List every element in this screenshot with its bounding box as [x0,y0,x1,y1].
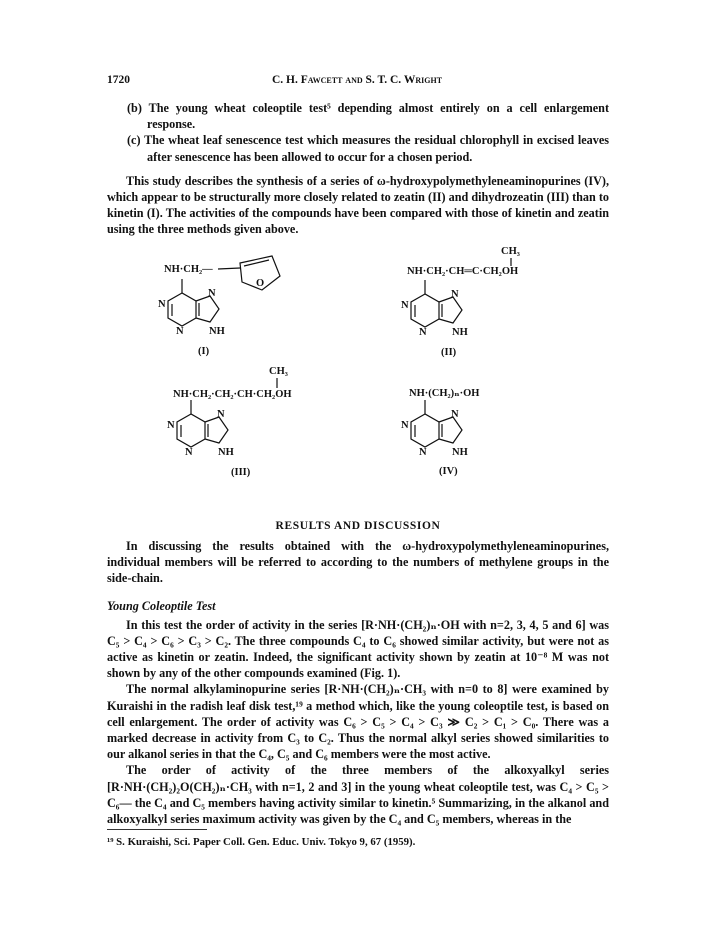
structure-dihydrozeatin [167,362,367,490]
dihydrozeatin-n1: N [167,419,175,431]
running-head: C. H. Fawcett and S. T. C. Wright [271,74,443,86]
dihydrozeatin-side-chain: NH·CH₂·CH₂·CH·CH₂OH [173,388,292,400]
zeatin-n1: N [401,299,409,311]
kinetin-furan-oxygen: O [256,277,265,289]
coleoptile-paragraph-3: The order of activity of the three members of the alkoxyalkyl series [R·NH·(CH₂)₂O(CH₂)ₙ·CH₃ with n=1, 2 and 3] in the young wheat coleoptile test, was C₄ > C₅ > C₆— the C₄ and C₅ members having activity similar to kinetin.⁵ Summarizing, in the alkanol and alkoxyalkyl series maximum activity was given by the C₄ and C₅ members, whereas in the [107,763,609,827]
kinetin-n3: N [176,325,184,337]
dihydrozeatin-methyl: CH₃ [269,365,288,377]
kinetin-n7: N [208,287,216,299]
chemical-structures [107,242,609,512]
compound-iv-label: (IV) [439,465,458,477]
compound-iv-nh9: NH [452,446,468,458]
zeatin-nh9: NH [452,326,468,338]
zeatin-side-chain: NH·CH₂·CH═C·CH₂OH [407,265,519,277]
list-item-b: (b) The young wheat coleoptile test⁵ depending almost entirely on a cell enlargement response. [127,101,609,132]
zeatin-methyl: CH₃ [501,245,520,257]
dihydrozeatin-n3: N [185,446,193,458]
compound-iv-n1: N [401,419,409,431]
page-number: 1720 [107,74,130,86]
dihydrozeatin-nh9: NH [218,446,234,458]
list-item-c: (c) The wheat leaf senescence test which measures the residual chlorophyll in excised leaves after senescence has been allowed to occur for a chosen period. [127,133,609,164]
compound-iv-n3: N [419,446,427,458]
coleoptile-paragraph-1: In this test the order of activity in the series [R·NH·(CH₂)ₙ·OH with n=2, 3, 4, 5 and 6] was C₅ > C₄ > C₆ > C₃ > C₂. The three compounds C₄ to C₆ showed similar activity, but were not as active as kinetin or zeatin. Indeed, the significant activity shown by zeatin at 10⁻⁸ M was not shown by any of the other compounds examined (Fig. 1). [107,617,609,681]
dihydrozeatin-label: (III) [231,466,251,478]
coleoptile-paragraph-2: The normal alkylaminopurine series [R·NH·(CH₂)ₙ·CH₃ with n=0 to 8] were examined by Kuraishi in the radish leaf disk test,¹⁹ a method which, like the young coleoptile test, is based on cell enlargement. The order of activity was C₆ > C₅ > C₄ > C₃ ≫ C₂ > C₁ > C₀. There was a marked decrease in activity from C₃ to C₂. Thus the normal alkyl series showed similarities to our alkanol series in that the C₄, C₅ and C₆ members were the most active. [107,682,609,762]
footnote-19: ¹⁹ S. Kuraishi, Sci. Paper Coll. Gen. Educ. Univ. Tokyo 9, 67 (1959). [107,836,416,848]
compound-iv-n7: N [451,408,459,420]
body-text [107,100,609,827]
intro-paragraph: This study describes the synthesis of a series of ω-hydroxypolymethyleneaminopurines (IV), which appear to be structurally more closely related to zeatin (II) and dihydrozeatin (III) than to kinetin (I). The activities of the compounds have been compared with those of kinetin and zeatin using the three methods given above. [107,173,609,237]
zeatin-n3: N [419,326,427,338]
kinetin-nh9: NH [209,325,225,337]
structure-kinetin [158,248,302,363]
page-header [107,72,607,88]
structure-hydroxypolymethylene [397,374,557,494]
kinetin-side-chain: NH·CH₂— [164,263,213,275]
subheading-young-coleoptile: Young Coleoptile Test [107,599,216,614]
results-paragraph: In discussing the results obtained with the ω-hydroxypolymethyleneaminopurines, individual members will be referred to according to the numbers of methylene groups in the side-chain. [107,538,609,586]
zeatin-label: (II) [441,346,457,358]
kinetin-label: (I) [198,345,210,357]
compound-iv-side-chain: NH·(CH₂)ₙ·OH [409,387,480,399]
kinetin-n1: N [158,298,166,310]
footnote-rule [107,829,207,830]
zeatin-n7: N [451,288,459,300]
dihydrozeatin-n7: N [217,408,225,420]
results-heading: RESULTS AND DISCUSSION [275,519,441,532]
structure-zeatin [397,242,587,364]
